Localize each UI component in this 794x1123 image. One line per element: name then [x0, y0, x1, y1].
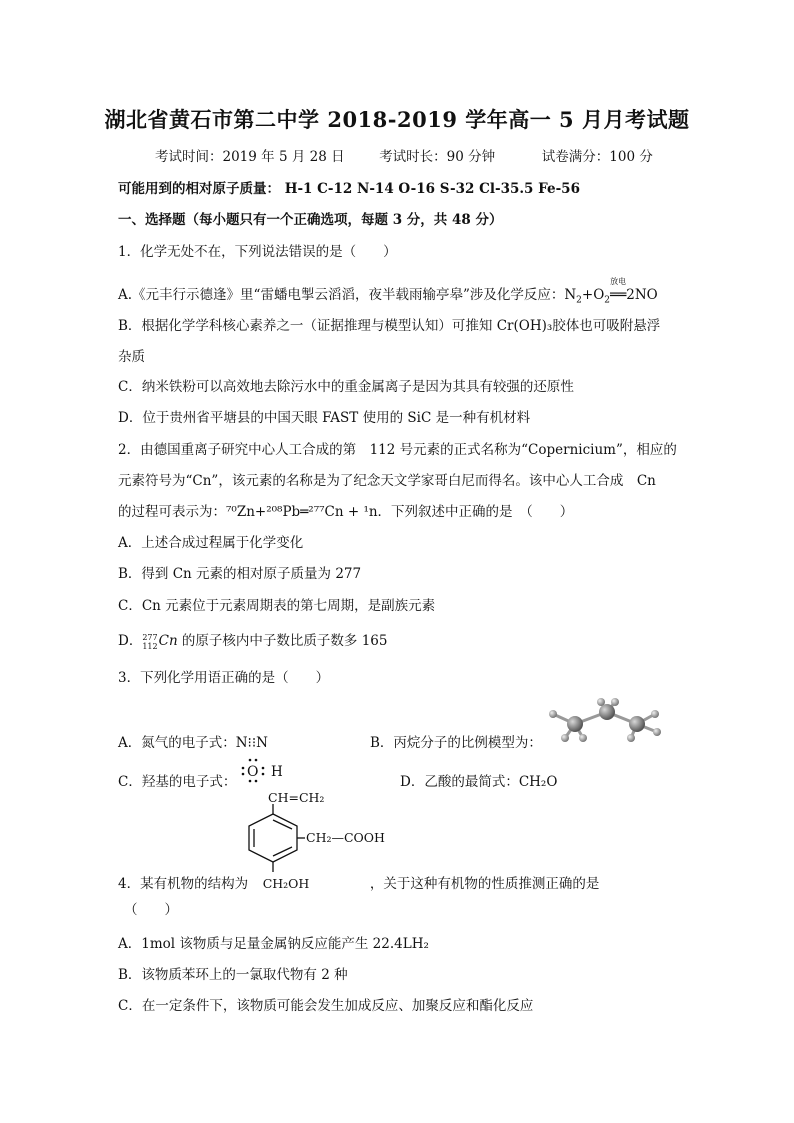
q1-option-a-product: 2NO [626, 287, 658, 303]
q3-option-b: B．丙烷分子的比例模型为： [370, 735, 542, 751]
q2-line2: 元素符号为“Cn”，该元素的名称是为了纪念天文学家哥白尼而得名。该中心人工合成 Cn [118, 473, 656, 489]
q3-stem: 3．下列化学用语正确的是（ ） [118, 670, 330, 686]
q1-option-c: C．纳米铁粉可以高效地去除污水中的重金属离子是因为其具有较强的还原性 [118, 379, 574, 395]
atomic-masses: 可能用到的相对原子质量： H-1 C-12 N-14 O-16 S-32 Cl-35.5 Fe-56 [118, 181, 580, 197]
q4-stem-tail: ，关于这种有机物的性质推测正确的是 [369, 876, 600, 892]
q2-line3: 的过程可表示为：⁷⁰Zn+²⁰⁸Pb═²⁷⁷Cn + ¹n．下列叙述中正确的是 （ ） [118, 504, 574, 520]
q4-option-a: A．1mol 该物质与足量金属钠反应能产生 22.4LH₂ [118, 936, 429, 952]
q2-option-b: B．得到 Cn 元素的相对原子质量为 277 [118, 566, 362, 582]
q4-paren: （ ） [124, 902, 178, 918]
q4-option-c: C．在一定条件下，该物质可能会发生加成反应、加聚反应和酯化反应 [118, 998, 534, 1014]
atomic-number: 112 [142, 641, 158, 651]
q1-option-b-line2: 杂质 [118, 349, 145, 365]
q1-option-a-o2: +O [581, 287, 605, 303]
q1-option-d: D．位于贵州省平塘县的中国天眼 FAST 使用的 SiC 是一种有机材料 [118, 410, 531, 426]
q4-stem [118, 872, 599, 892]
exam-time: 考试时间：2019 年 5 月 28 日 [155, 149, 345, 165]
struct-acid-label: CH₂—COOH [306, 830, 385, 845]
exam-score: 试卷满分：100 分 [541, 149, 653, 165]
exam-meta [155, 145, 653, 165]
q3-option-d: D．乙酸的最简式：CH₂O [400, 774, 558, 790]
propane-model-icon [545, 698, 665, 746]
q2-option-d [118, 629, 388, 651]
reaction-arrow: 放电 ══ [610, 277, 627, 303]
q3-option-c: C．羟基的电子式： [118, 774, 237, 790]
q2-option-d-label: D． [118, 633, 143, 649]
q3-option-a: A．氮气的电子式：N⁝⁝N [118, 735, 268, 751]
struct-hydroxymethyl-label: CH₂OH [262, 876, 310, 891]
nuclide-numbers [142, 633, 157, 651]
nuclide-symbol: Cn [158, 633, 178, 649]
svg-text:O: O [247, 764, 259, 780]
hydroxyl-electron-dots-icon [240, 756, 268, 784]
q4-stem-text: 4．某有机物的结构为 [118, 876, 249, 892]
exam-title: 湖北省黄石市第二中学 2018-2019 学年高一 5 月月考试题 [104, 107, 690, 132]
q1-option-b-line1: B．根据化学学科核心素养之一（证据推理与模型认知）可推知 Cr(OH)₃胶体也可吸附悬浮 [118, 318, 661, 334]
q1-option-a-text: A.《元丰行示德逢》里“雷蟠电掣云滔滔，夜半载雨输亭皋”涉及化学反应：N [118, 287, 577, 303]
q1-stem: 1．化学无处不在，下列说法错误的是（ ） [118, 244, 397, 260]
q4-option-b: B．该物质苯环上的一氯取代物有 2 种 [118, 967, 348, 983]
q2-option-a: A．上述合成过程属于化学变化 [118, 535, 304, 551]
q2-line1: 2．由德国重离子研究中心人工合成的第 112 号元素的正式名称为“Copernicium”，相应的 [118, 442, 677, 458]
q2-option-c: C．Cn 元素位于元素周期表的第七周期，是副族元素 [118, 598, 436, 614]
exam-duration: 考试时长：90 分钟 [379, 149, 496, 165]
reaction-condition: 放电 [610, 277, 627, 286]
q1-option-a: A.《元丰行示德逢》里“雷蟠电掣云滔滔，夜半载雨输亭皋”涉及化学反应：$N_2+O_2$ 放电 ══2NO [118, 277, 658, 306]
mass-number: 277 [142, 632, 158, 642]
struct-vinyl-label: CH=CH₂ [268, 790, 325, 805]
section-heading: 一、选择题（每小题只有一个正确选项，每题 3 分，共 48 分） [118, 212, 503, 228]
q2-option-d-text: 的原子核内中子数比质子数多 165 [177, 633, 388, 649]
hydroxyl-h: H [271, 764, 283, 780]
